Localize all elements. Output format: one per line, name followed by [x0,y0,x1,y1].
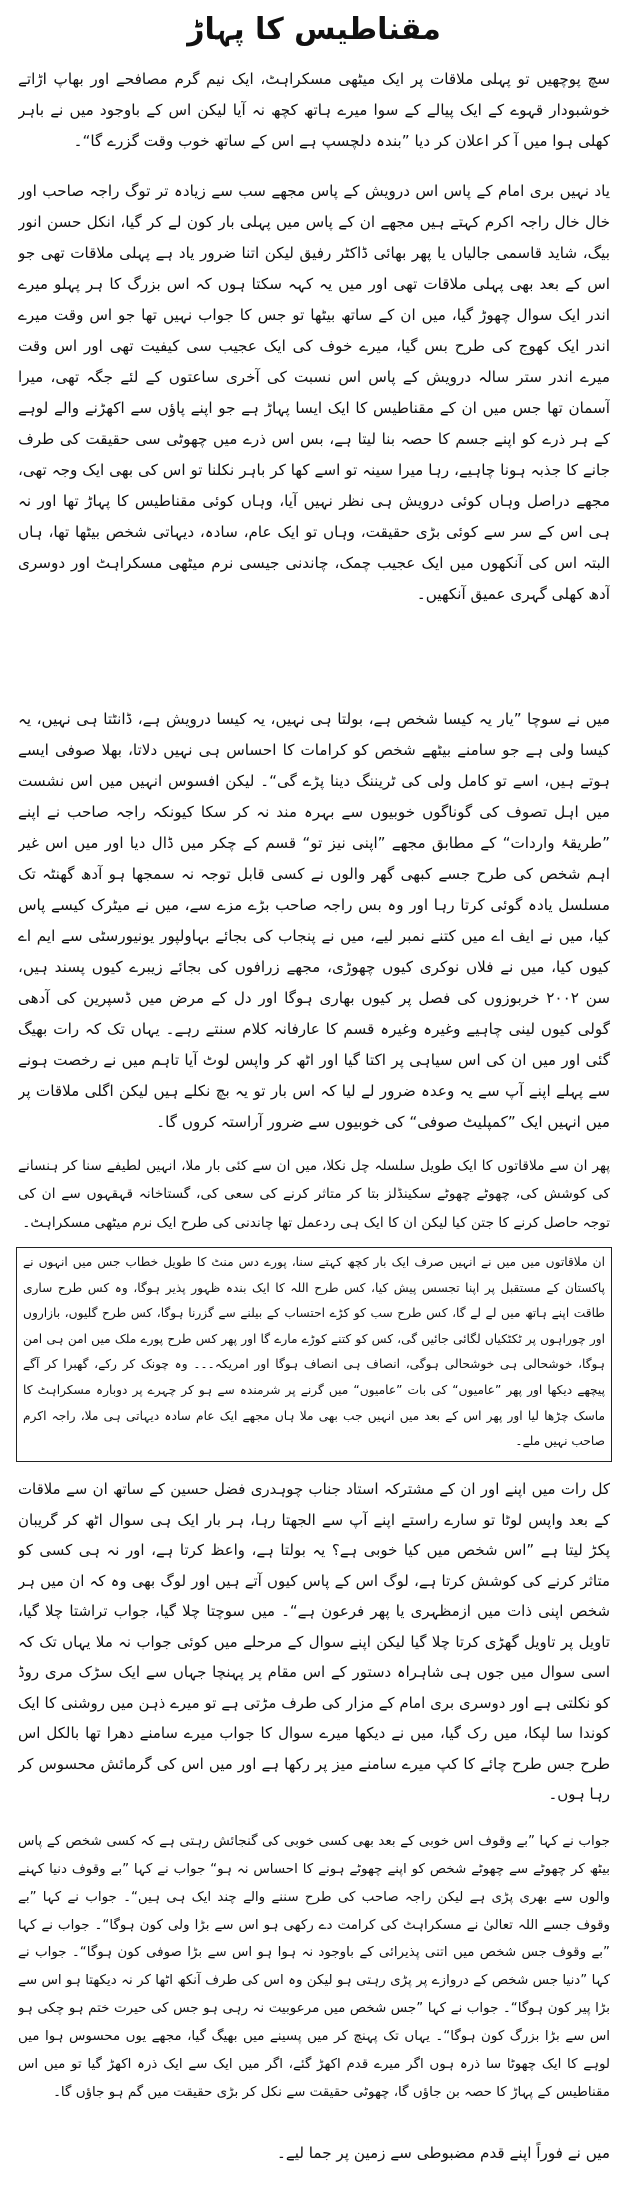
paragraph-6: جواب نے کہا ”بے وقوف اس خوبی کے بعد بھی کسی خوبی کی گنجائش رہتی ہے کہ کسی شخص کے پاس بیٹھ کر چھوٹے سے چھوٹے شخص کو اپنے چھوٹے ہونے کا احساس نہ ہو“ جواب نے کہا ”بے وقوف دنیا کہنے والوں سے بھری پڑی ہے لیکن راجہ صاحب کی طرح سننے والے چند ایک ہی ہیں“۔ جواب نے کہا ”بے وقوف جسے اللہ تعالیٰ نے مسکراہٹ کی کرامت دے رکھی ہو اس سے بڑا ولی کون ہوگا“۔ جواب نے کہا ”بے وقوف جس شخص میں اتنی پذیرائی کے باوجود نہ ہوا ہو اس سے بڑا صوفی کون ہوگا“۔ جواب نے کہا ”دنیا جس شخص کے دروازے پر پڑی رہتی ہو لیکن وہ اس کی طرف آنکھ اٹھا کر نہ دیکھتا ہو اس سے بڑا پیر کون ہوگا“۔ جواب نے کہا ”جس شخص میں مرعوبیت نہ رہی ہو جس کی حیرت ختم ہو چکی ہو اس سے بڑا بزرگ کون ہوگا“۔ یہاں تک پہنچ کر میں پسینے میں بھیگ گیا، مجھے یوں محسوس ہوا میں لوہے کا ایک چھوٹا سا ذرہ ہوں اگر میرے قدم اکھڑ گئے، اگر میں ایک سے ایک ذرہ اکھڑ گیا تو میں اس مقناطیس کے پہاڑ کا حصہ بن جاؤں گا، چھوٹی حقیقت سے نکل کر بڑی حقیقت میں گم ہو جاؤں گا۔ [18,1834,610,2100]
paragraph-1: سچ پوچھیں تو پہلی ملاقات پر ایک میٹھی مسکراہٹ، ایک نیم گرم مصافحے اور بھاپ اڑاتے خوشبودار قہوے کے ایک پیالے کے سوا میرے ہاتھ کچھ نہ آیا لیکن اس کے باوجود میں نے باہر کھلی ہوا میں آ کر اعلان کر دیا ”بندہ دلچسپ ہے اس کے ساتھ خوب وقت گزرے گا“۔ [18,70,610,150]
paragraph-2: یاد نہیں بری امام کے پاس اس درویش کے پاس مجھے سب سے زیادہ تر توگ راجہ صاحب اور خال خال راجہ اکرم کہتے ہیں مجھے ان کے پاس میں پہلی بار کون لے کر گیا، انکل حسن انور بیگ، شاید قاسمی جالیاں یا پھر بھائی ڈاکٹر رفیق لیکن اتنا ضرور یاد ہے پہلی ملاقات تھی جو اس کے بعد بھی پہلی ملاقات تھی اور میں یہ کہہ سکتا ہوں کہ اس بزرگ کا ہر پہلو میرے اندر ایک سوال چھوڑ گیا، میں ان کے ساتھ بیٹھا تو جس کا جواب نہیں تھا جو اس وقت میرے اندر ایک کھوج کی طرح بس گیا، میرے خوف کی ایک عجیب سی کیفیت تھی اور اس وقت میرے اندر ستر سالہ درویش کے پاس اس نسبت کی آخری ساعتوں کے لئے جگہ تھی، میرا آسمان تھا جس میں ان کے مقناطیس کا ایک ایسا پہاڑ ہے جو اپنے پاؤں سے اکھڑنے والے لوہے کے ہر ذرے کو اپنے جسم کا حصہ بنا لیتا ہے، بس اس ذرے میں چھوٹی سی حقیقت کی طرف جانے کا جذبہ ہونا چاہیے، رہا میرا سینہ تو اسے کھا کر باہر نکلنا تو اس کی بھی ایک وجہ تھی، مجھے دراصل وہاں کوئی درویش ہی نظر نہیں آیا، وہاں کوئی مقناطیس کا پہاڑ تھا اور نہ ہی اس کے سر سے کوئی بڑی حقیقت، وہاں تو ایک عام، سادہ، دیہاتی شخص بیٹھا تھا، ہاں البتہ اس کی آنکھوں میں ایک عجیب چمک، چاندنی جیسی نرم میٹھی مسکراہٹ اور دوسری آدھ کھلی گہری عمیق آنکھیں۔ [18,182,610,603]
article-title: مقناطیس کا پہاڑ [187,12,441,47]
closing-line: میں نے فوراً اپنے قدم مضبوطی سے زمین پر جما لیے۔ [276,2144,610,2162]
paragraph-4: پھر ان سے ملاقاتوں کا ایک طویل سلسلہ چل نکلا، میں ان سے کئی بار ملا، انہیں لطیفے سنا کر ہنسانے کی کوشش کی، چھوٹے چھوٹے سکینڈلز بتا کر متاثر کرنے کی سعی کی، گستاخانہ قہقہوں سے ان کی توجہ حاصل کرنے کا جتن کیا لیکن ان کا ایک ہی ردعمل تھا چاندنی کی طرح ایک نرم میٹھی مسکراہٹ۔ [18,1158,610,1231]
paragraph-5: کل رات میں اپنے اور ان کے مشترکہ استاد جناب چوہدری فضل حسین کے ساتھ ان سے ملاقات کے بعد واپس لوٹا تو سارے راستے اپنے آپ سے الجھتا رہا، ہر بار ایک ہی سوال اٹھ کر گریبان پکڑ لیتا ہے ”اس شخص میں کیا خوبی ہے؟ یہ بولتا ہے، واعظ کرتا ہے، اور نہ ہی کسی کو متاثر کرنے کی کوشش کرتا ہے، لوگ اس کے پاس کیوں آتے ہیں اور لوگ بھی وہ کہ ان میں ہر شخص اپنی ذات میں ازمظہری یا پھر فرعون ہے“۔ میں سوچتا چلا گیا، جواب تراشتا چلا گیا، تاویل پر تاویل گھڑی کرتا چلا گیا لیکن اپنے سوال کے مرحلے میں کوئی جواب نہ ملا یہاں تک کہ اسی سوال میں جوں ہی شاہراہ دستور کے اس مقام پر پہنچا جہاں سے ایک سڑک مری روڈ کو نکلتی ہے اور دوسری بری امام کے مزار کی طرف مڑتی ہے تو میرے ذہن میں روشنی کا ایک کوندا سا لپکا، میں رک گیا، میں نے دیکھا میرے سوال کا جواب میرے سامنے دھرا تھا بالکل اس طرح جس طرح چائے کا کپ میرے سامنے میز پر رکھا ہے اور میں اس کی گرمائش محسوس کر رہا ہوں۔ [18,1480,610,1804]
paragraph-3: میں نے سوچا ”یار یہ کیسا شخص ہے، بولتا ہی نہیں، یہ کیسا درویش ہے، ڈانٹتا ہی نہیں، یہ کیسا ولی ہے جو سامنے بیٹھے شخص کو کرامات کا احساس ہی نہیں دلاتا، بھلا صوفی ایسے ہوتے ہیں، اسے تو کامل ولی کی ٹریننگ دینا پڑے گی“۔ لیکن افسوس انہیں میں اس نشست میں اہل تصوف کی گوناگوں خوبیوں سے بہرہ مند نہ کر سکا کیونکہ راجہ صاحب نے اپنے ”طریقۂ واردات“ کے مطابق مجھے ”اپنی نیز تو“ قسم کے چکر میں ڈال دیا اور میں اس غیر اہم شخص کی طرح جسے کبھی گھر والوں نے کسی قابل توجہ نہ سمجھا ہو آدھ گھنٹہ تک مسلسل یادہ گوئی کرتا رہا اور وہ بس راجہ صاحب بڑے مزے سے، میں نے میٹرک کیسے پاس کیا، میں نے ایف اے میں کتنے نمبر لیے، میں نے پنجاب کی بجائے بہاولپور یونیورسٹی سے ایم اے کیوں کیا، میں نے فلاں نوکری کیوں چھوڑی، مجھے زرافوں کی بجائے زیبرے کیوں پسند ہیں، سن ۲۰۰۲ خربوزوں کی فصل پر کیوں بھاری ہوگا اور دل کے مرض میں ڈسپرین کی آدھی گولی کیوں لینی چاہیے وغیرہ وغیرہ قسم کا عارفانہ کلام سنتے رہے۔ یہاں تک کہ رات بھیگ گئی اور میں ان کی اس سیاہی پر اکتا گیا اور اٹھ کر واپس لوٹ آیا تاہم میں نے رخصت ہونے سے پہلے اپنے آپ سے یہ وعدہ ضرور لے لیا کہ اس بار تو یہ بچ نکلے ہیں لیکن اگلی ملاقات پر میں انہیں ایک ”کمپلیٹ صوفی“ کی خوبیوں سے ضرور آراستہ کروں گا۔ [18,710,610,1131]
boxed-paragraph: ان ملاقاتوں میں میں نے انہیں صرف ایک بار کچھ کہتے سنا، پورے دس منٹ کا طویل خطاب جس میں انہوں نے پاکستان کے مستقبل پر اپنا تجسس پیش کیا، کس طرح اللہ کا ایک بندہ ظہور پذیر ہوگا، وہ کس طرح ساری طاقت اپنے ہاتھ میں لے لے گا، کس طرح سب کو کڑے احتساب کے بیلنے سے گزرنا ہوگا، کس طرح گلیوں، بازاروں اور چوراہوں پر ٹکٹکیاں لگائی جائیں گی، کس کو کتنے کوڑے مارے گا اور پھر کس طرح پورے ملک میں امن ہی امن ہوگا، خوشحالی ہی خوشحالی ہوگی، انصاف ہی انصاف ہوگا اور امریکہ۔۔۔ وہ چونک کر رکے، گھبرا کر آگے پیچھے دیکھا اور پھر ”عامیوں“ کی بات ”عامیوں“ میں گرنے پر شرمندہ سے ہو کر چہرے پر دوبارہ مسکراہٹ کا ماسک چڑھا لیا اور پھر اس کے بعد میں انہیں جب بھی ملا ہاں مجھے ایک عام سادہ دیہاتی ہی ملا، راجہ اکرم صاحب نہیں ملے۔ [23,1255,605,1449]
highlighted-box [16,1247,612,1462]
